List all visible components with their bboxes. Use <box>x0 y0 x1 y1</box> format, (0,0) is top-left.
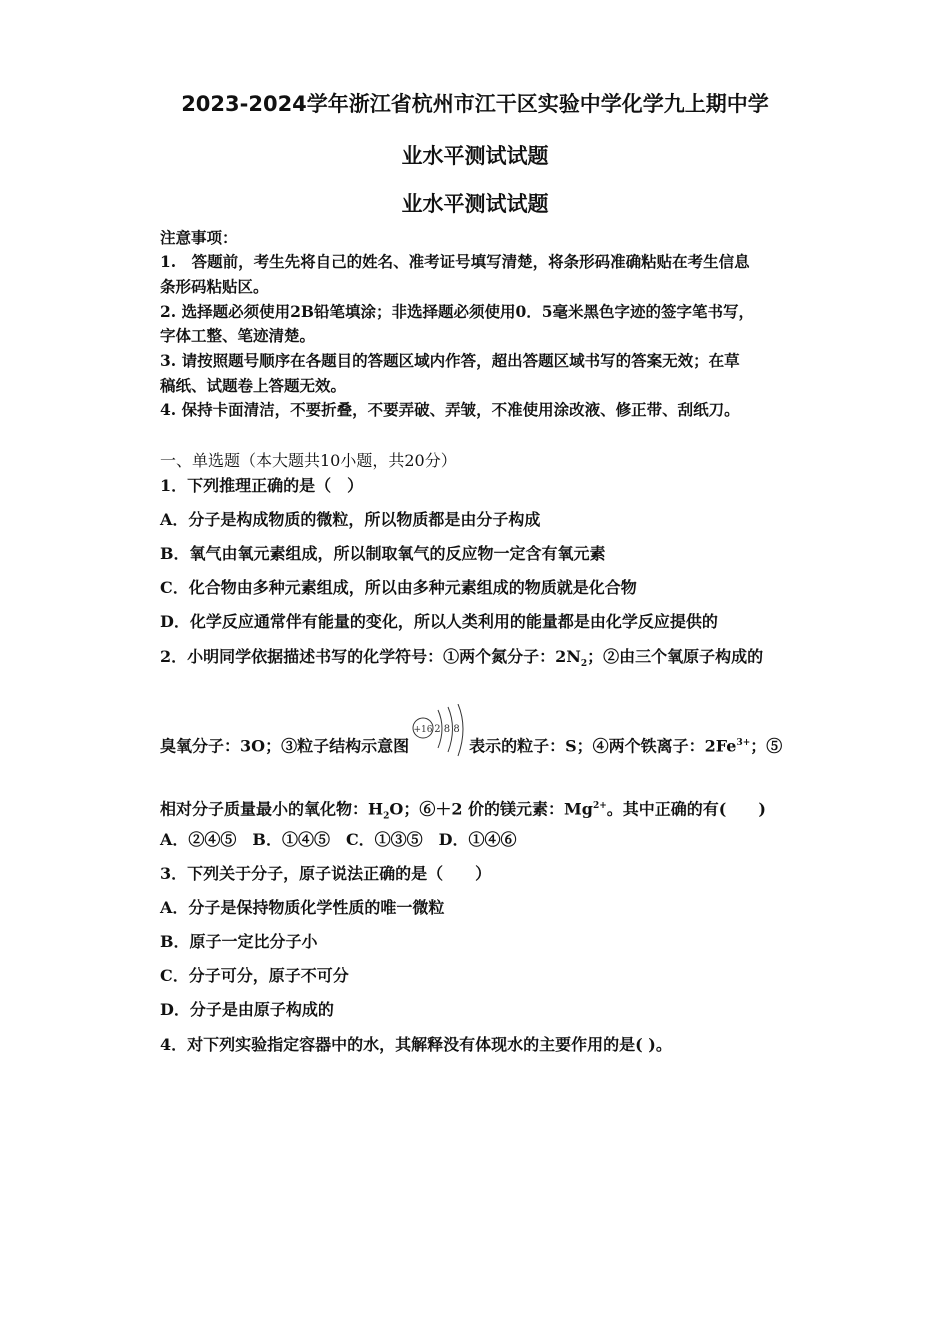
note-line: 2. 选择题必须使用2B铅笔填涂；非选择题必须使用0．5毫米黑色字迹的签字笔书写， <box>160 302 755 321</box>
note-line: 1. 答题前，考生先将自己的姓名、准考证号填写清楚，将条形码准确粘贴在考生信息 <box>160 252 750 271</box>
notes-heading: 注意事项： <box>160 228 238 247</box>
q1-option-b: B．氧气由氧元素组成，所以制取氧气的反应物一定含有氧元素 <box>160 544 606 563</box>
q2-line-2: 臭氧分子：3O；③粒子结构示意图 表示的粒子：S；④两个铁离子：$2Fe^{3+}$；⑤ <box>160 736 783 756</box>
q1-option-c: C．化合物由多种元素组成，所以由多种元素组成的物质就是化合物 <box>160 578 637 597</box>
title-line-3: 业水平测试试题 <box>401 192 549 216</box>
atom-structure-diagram <box>410 704 470 760</box>
q4-stem: 4．对下列实验指定容器中的水，其解释没有体现水的主要作用的是( )。 <box>160 1035 672 1054</box>
q2-options: A．②④⑤ B．①④⑤ C．①③⑤ D．①④⑥ <box>160 830 517 849</box>
q2-line-1: 2．小明同学依据描述书写的化学符号：①两个氮分子：$2N_2$；②由三个氧原子构成的 <box>160 647 764 670</box>
note-line: 4. 保持卡面清洁，不要折叠，不要弄破、弄皱，不准使用涂改液、修正带、刮纸刀。 <box>160 400 740 419</box>
q3-option-b: B．原子一定比分子小 <box>160 932 318 951</box>
q3-option-a: A．分子是保持物质化学性质的唯一微粒 <box>160 898 445 917</box>
q3-option-d: D．分子是由原子构成的 <box>160 1000 334 1019</box>
title-line-1: 2023-2024学年浙江省杭州市江干区实验中学化学九上期中学 <box>181 92 769 116</box>
note-line: 稿纸、试题卷上答题无效。 <box>160 376 347 395</box>
svg-text:+16: +16 <box>413 725 433 735</box>
note-line: 3. 请按照题号顺序在各题目的答题区域内作答，超出答题区域书写的答案无效；在草 <box>160 351 740 370</box>
svg-text:2 8 8: 2 8 8 <box>434 724 460 735</box>
q1-option-a: A．分子是构成物质的微粒，所以物质都是由分子构成 <box>160 510 541 529</box>
q1-option-d: D．化学反应通常伴有能量的变化，所以人类利用的能量都是由化学反应提供的 <box>160 612 718 631</box>
note-line: 字体工整、笔迹清楚。 <box>160 326 316 345</box>
note-line: 条形码粘贴区。 <box>160 277 269 296</box>
q3-option-c: C．分子可分，原子不可分 <box>160 966 349 985</box>
title-line-2: 业水平测试试题 <box>401 144 549 168</box>
section-heading: 一、单选题（本大题共10小题，共20分） <box>160 451 457 470</box>
q2-line-3: 相对分子质量最小的氧化物：$H_2O$；⑥＋2 价的镁元素：$Mg^{2+}$。其中正确的有( ) <box>160 799 766 822</box>
q1-stem: 1．下列推理正确的是（ ） <box>160 476 364 495</box>
q3-stem: 3．下列关于分子，原子说法正确的是（ ） <box>160 864 492 883</box>
